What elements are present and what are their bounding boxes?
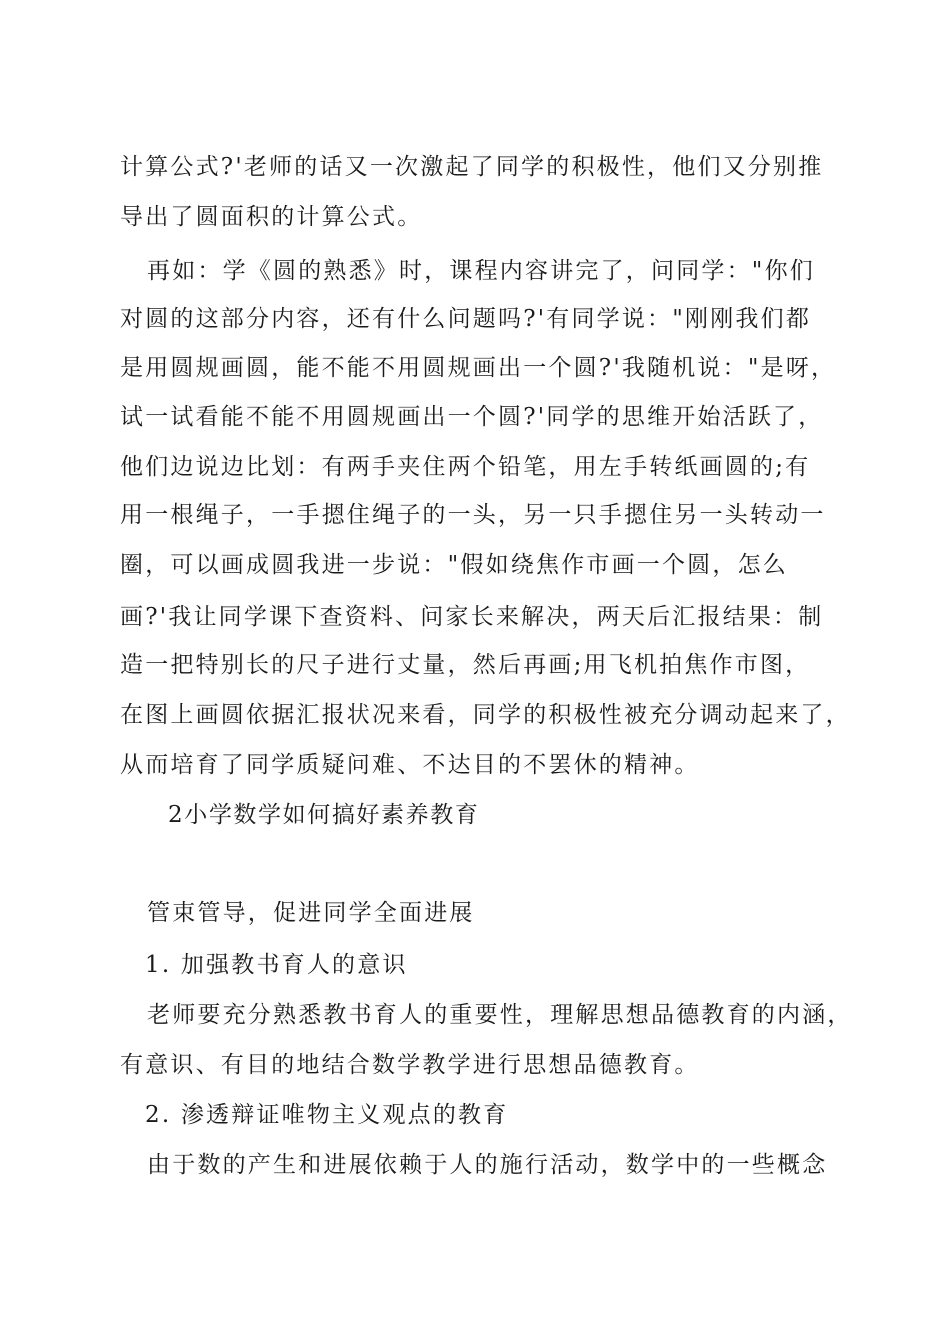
paragraph-line: 画?'我让同学课下查资料、问家长来解决，两天后汇报结果：制	[120, 604, 824, 630]
paragraph-line: 造一把特别长的尺子进行丈量，然后再画;用飞机拍焦作市图，	[120, 652, 811, 678]
paragraph-line: 老师要充分熟悉教书育人的重要性，理解思想品德教育的内涵，	[147, 1002, 853, 1028]
paragraph-line: 试一试看能不能不用圆规画出一个圆?'同学的思维开始活跃了，	[120, 404, 824, 430]
list-item-title: 1. 加强教书育人的意识	[145, 952, 408, 978]
paragraph-line: 对圆的这部分内容，还有什么问题吗?'有同学说："刚刚我们都	[120, 306, 812, 332]
paragraph-line: 在图上画圆依据汇报状况来看，同学的积极性被充分调动起来了，	[120, 702, 851, 728]
paragraph-line: 用一根绳子，一手摁住绳子的一头，另一只手摁住另一头转动一	[120, 502, 826, 528]
paragraph-line: 由于数的产生和进展依赖于人的施行活动，数学中的一些概念	[147, 1152, 828, 1178]
paragraph-line: 计算公式?'老师的话又一次激起了同学的积极性，他们又分别推	[120, 154, 824, 180]
paragraph-line: 圈，可以画成圆我进一步说："假如绕焦作市画一个圆，怎么	[120, 552, 788, 578]
paragraph-line: 是用圆规画圆，能不能不用圆规画出一个圆?'我随机说："是呀，	[120, 355, 837, 381]
paragraph-line: 导出了圆面积的计算公式。	[120, 204, 423, 230]
paragraph-line: 他们边说边比划：有两手夹住两个铅笔，用左手转纸画圆的;有	[120, 454, 811, 480]
paragraph-line: 再如：学《圆的熟悉》时，课程内容讲完了，问同学："你们	[147, 258, 815, 284]
paragraph-line: 有意识、有目的地结合数学教学进行思想品德教育。	[120, 1052, 700, 1078]
subheading: 管束管导，促进同学全面进展	[147, 900, 475, 926]
list-item-title: 2. 渗透辩证唯物主义观点的教育	[145, 1102, 509, 1128]
section-heading: 2小学数学如何搞好素养教育	[168, 802, 480, 828]
paragraph-line: 从而培育了同学质疑问难、不达目的不罢休的精神。	[120, 752, 700, 778]
